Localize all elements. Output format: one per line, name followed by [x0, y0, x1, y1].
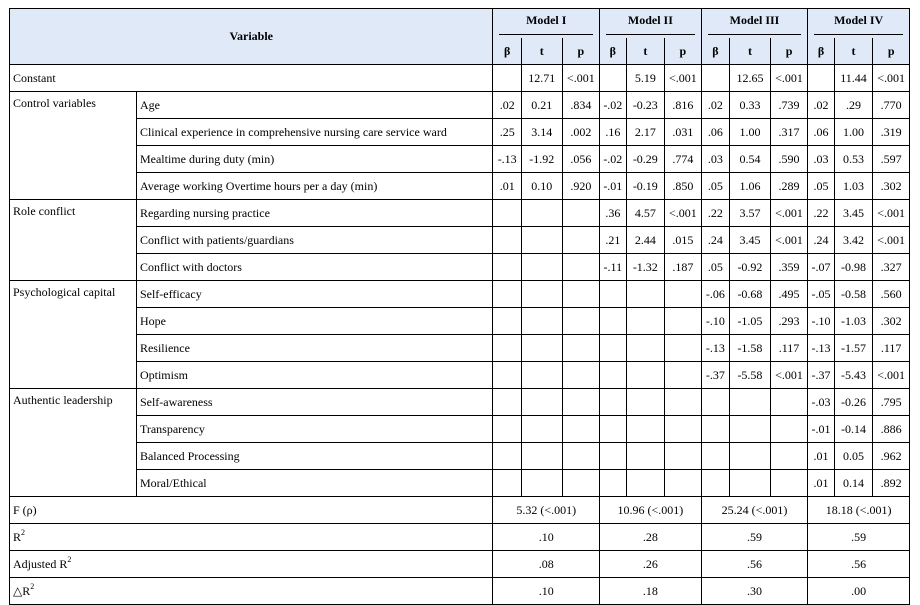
value-cell — [562, 254, 600, 281]
value-cell: -0.29 — [626, 146, 665, 173]
value-cell: -.01 — [808, 416, 834, 443]
value-cell: -0.14 — [834, 416, 873, 443]
model-header: Model I — [493, 9, 600, 39]
value-cell: .05 — [701, 173, 729, 200]
value-cell — [626, 416, 665, 443]
superscript: 2 — [30, 581, 35, 591]
summary-value: .08 — [493, 551, 600, 578]
value-cell: .25 — [493, 119, 521, 146]
variable-label: Age — [136, 92, 493, 119]
value-cell: .015 — [665, 227, 702, 254]
value-cell: 2.17 — [626, 119, 665, 146]
value-cell: 5.19 — [626, 65, 665, 92]
stat-header: β — [701, 38, 729, 65]
value-cell: 3.45 — [730, 227, 771, 254]
value-cell — [626, 470, 665, 497]
value-cell: -.02 — [600, 146, 626, 173]
value-cell: .03 — [808, 146, 834, 173]
value-cell: <.001 — [770, 362, 808, 389]
value-cell — [521, 335, 562, 362]
value-cell — [665, 281, 702, 308]
value-cell: .02 — [701, 92, 729, 119]
variable-label: Moral/Ethical — [136, 470, 493, 497]
value-cell — [562, 362, 600, 389]
value-cell: .22 — [701, 200, 729, 227]
value-cell: 3.45 — [834, 200, 873, 227]
value-cell: <.001 — [562, 65, 600, 92]
value-cell: .795 — [873, 389, 910, 416]
value-cell: 0.53 — [834, 146, 873, 173]
value-cell — [626, 443, 665, 470]
value-cell: <.001 — [770, 200, 808, 227]
value-cell: 0.10 — [521, 173, 562, 200]
value-cell — [493, 443, 521, 470]
value-cell — [493, 227, 521, 254]
stat-header: t — [834, 38, 873, 65]
value-cell: 0.05 — [834, 443, 873, 470]
table-row — [10, 335, 910, 362]
value-cell: 0.14 — [834, 470, 873, 497]
value-cell: -1.57 — [834, 335, 873, 362]
value-cell: -.03 — [808, 389, 834, 416]
table-row — [10, 362, 910, 389]
value-cell — [701, 389, 729, 416]
value-cell: <.001 — [873, 200, 910, 227]
value-cell: .29 — [834, 92, 873, 119]
value-cell: -1.58 — [730, 335, 771, 362]
value-cell: 3.57 — [730, 200, 771, 227]
value-cell — [521, 470, 562, 497]
value-cell: 1.06 — [730, 173, 771, 200]
variable-label: Regarding nursing practice — [136, 200, 493, 227]
value-cell: 0.21 — [521, 92, 562, 119]
table-row — [10, 254, 910, 281]
model-header: Model III — [701, 9, 808, 39]
summary-value: .10 — [493, 578, 600, 605]
value-cell: 1.03 — [834, 173, 873, 200]
value-cell: -0.92 — [730, 254, 771, 281]
value-cell: 3.42 — [834, 227, 873, 254]
value-cell: .117 — [770, 335, 808, 362]
value-cell: .06 — [701, 119, 729, 146]
value-cell — [562, 416, 600, 443]
value-cell: <.001 — [770, 65, 808, 92]
value-cell: .560 — [873, 281, 910, 308]
table-row — [10, 173, 910, 200]
value-cell — [493, 335, 521, 362]
value-cell: .590 — [770, 146, 808, 173]
value-cell: .319 — [873, 119, 910, 146]
value-cell — [665, 362, 702, 389]
value-cell: 3.14 — [521, 119, 562, 146]
value-cell: .01 — [808, 470, 834, 497]
model-header: Model IV — [808, 9, 910, 39]
variable-label: Conflict with patients/guardians — [136, 227, 493, 254]
value-cell: -5.58 — [730, 362, 771, 389]
value-cell: .24 — [808, 227, 834, 254]
summary-value: 18.18 (<.001) — [808, 497, 910, 524]
value-cell — [521, 416, 562, 443]
value-cell: .886 — [873, 416, 910, 443]
value-cell: .774 — [665, 146, 702, 173]
value-cell: .962 — [873, 443, 910, 470]
value-cell: -.02 — [600, 92, 626, 119]
variable-label: Clinical experience in comprehensive nursing care service ward — [136, 119, 493, 146]
value-cell: -0.19 — [626, 173, 665, 200]
value-cell — [665, 335, 702, 362]
value-cell: -.10 — [808, 308, 834, 335]
value-cell: .21 — [600, 227, 626, 254]
value-cell — [600, 281, 626, 308]
value-cell — [493, 308, 521, 335]
value-cell — [600, 308, 626, 335]
summary-label-text: F (ρ) — [13, 502, 37, 517]
value-cell: 4.57 — [626, 200, 665, 227]
value-cell — [600, 470, 626, 497]
value-cell: <.001 — [873, 227, 910, 254]
value-cell — [521, 200, 562, 227]
value-cell: .302 — [873, 308, 910, 335]
stat-header: t — [521, 38, 562, 65]
value-cell: .302 — [873, 173, 910, 200]
value-cell — [665, 416, 702, 443]
model-header: Model II — [600, 9, 702, 39]
value-cell: .02 — [493, 92, 521, 119]
value-cell — [493, 416, 521, 443]
value-cell — [770, 443, 808, 470]
stat-header: p — [665, 38, 702, 65]
value-cell — [493, 362, 521, 389]
summary-value: 25.24 (<.001) — [701, 497, 808, 524]
value-cell — [521, 227, 562, 254]
table-row — [10, 119, 910, 146]
value-cell — [493, 470, 521, 497]
variable-label: Transparency — [136, 416, 493, 443]
variable-label: Average working Overtime hours per a day (min) — [136, 173, 493, 200]
value-cell: 1.00 — [730, 119, 771, 146]
value-cell: .495 — [770, 281, 808, 308]
summary-value: .10 — [493, 524, 600, 551]
value-cell: .293 — [770, 308, 808, 335]
value-cell: -0.26 — [834, 389, 873, 416]
value-cell — [600, 416, 626, 443]
value-cell: .05 — [808, 173, 834, 200]
summary-row — [10, 578, 910, 605]
value-cell: .317 — [770, 119, 808, 146]
summary-value: .59 — [701, 524, 808, 551]
value-cell — [562, 389, 600, 416]
value-cell — [493, 65, 521, 92]
variable-label: Conflict with doctors — [136, 254, 493, 281]
value-cell — [600, 362, 626, 389]
value-cell: <.001 — [873, 65, 910, 92]
value-cell — [770, 470, 808, 497]
value-cell: .03 — [701, 146, 729, 173]
summary-row — [10, 551, 910, 578]
table-row — [10, 146, 910, 173]
table-row — [10, 443, 910, 470]
value-cell: .850 — [665, 173, 702, 200]
value-cell: -.01 — [600, 173, 626, 200]
value-cell — [600, 389, 626, 416]
summary-value: 5.32 (<.001) — [493, 497, 600, 524]
value-cell: .01 — [808, 443, 834, 470]
regression-table — [9, 8, 910, 605]
value-cell — [562, 281, 600, 308]
value-cell — [562, 227, 600, 254]
value-cell: .892 — [873, 470, 910, 497]
value-cell: .187 — [665, 254, 702, 281]
value-cell: -1.05 — [730, 308, 771, 335]
value-cell: -.10 — [701, 308, 729, 335]
value-cell: -1.32 — [626, 254, 665, 281]
value-cell: -.07 — [808, 254, 834, 281]
value-cell: 12.71 — [521, 65, 562, 92]
value-cell: .24 — [701, 227, 729, 254]
value-cell — [665, 308, 702, 335]
summary-value: .00 — [808, 578, 910, 605]
value-cell: 11.44 — [834, 65, 873, 92]
value-cell: .031 — [665, 119, 702, 146]
stat-header: t — [730, 38, 771, 65]
summary-value: .56 — [701, 551, 808, 578]
summary-label — [10, 497, 493, 524]
value-cell: 1.00 — [834, 119, 873, 146]
summary-value: 10.96 (<.001) — [600, 497, 702, 524]
summary-value: .18 — [600, 578, 702, 605]
group-label: Authentic leadership — [10, 389, 137, 497]
value-cell — [493, 389, 521, 416]
table-row — [10, 281, 910, 308]
value-cell — [730, 389, 771, 416]
value-cell — [626, 389, 665, 416]
table-row — [10, 389, 910, 416]
stat-header: p — [873, 38, 910, 65]
value-cell: .359 — [770, 254, 808, 281]
value-cell — [701, 470, 729, 497]
value-cell — [665, 470, 702, 497]
value-cell: .05 — [701, 254, 729, 281]
value-cell: .056 — [562, 146, 600, 173]
value-cell: .01 — [493, 173, 521, 200]
value-cell — [562, 470, 600, 497]
value-cell — [626, 308, 665, 335]
value-cell — [562, 200, 600, 227]
variable-label: Mealtime during duty (min) — [136, 146, 493, 173]
table-row — [10, 200, 910, 227]
value-cell: -.13 — [493, 146, 521, 173]
value-cell — [521, 362, 562, 389]
value-cell: .02 — [808, 92, 834, 119]
value-cell: -.06 — [701, 281, 729, 308]
value-cell: .920 — [562, 173, 600, 200]
group-label: Control variables — [10, 92, 137, 200]
stat-header: p — [562, 38, 600, 65]
variable-label: Self-efficacy — [136, 281, 493, 308]
summary-label-text: Adjusted R — [13, 556, 68, 571]
table-row — [10, 470, 910, 497]
value-cell: -.05 — [808, 281, 834, 308]
variable-header: Variable — [10, 9, 493, 65]
value-cell: -0.23 — [626, 92, 665, 119]
value-cell — [521, 281, 562, 308]
value-cell — [600, 335, 626, 362]
value-cell: .16 — [600, 119, 626, 146]
value-cell — [730, 416, 771, 443]
value-cell — [730, 470, 771, 497]
value-cell — [665, 443, 702, 470]
stat-header: t — [626, 38, 665, 65]
value-cell — [701, 65, 729, 92]
value-cell — [493, 200, 521, 227]
value-cell: .06 — [808, 119, 834, 146]
summary-label — [10, 524, 493, 551]
stat-header: β — [493, 38, 521, 65]
value-cell: .770 — [873, 92, 910, 119]
value-cell — [770, 416, 808, 443]
variable-label: Self-awareness — [136, 389, 493, 416]
value-cell — [626, 335, 665, 362]
value-cell — [493, 254, 521, 281]
value-cell: 2.44 — [626, 227, 665, 254]
value-cell: <.001 — [665, 65, 702, 92]
value-cell: .002 — [562, 119, 600, 146]
value-cell — [562, 335, 600, 362]
summary-value: .56 — [808, 551, 910, 578]
summary-value: .26 — [600, 551, 702, 578]
value-cell: -.37 — [701, 362, 729, 389]
value-cell: -.11 — [600, 254, 626, 281]
value-cell: .117 — [873, 335, 910, 362]
value-cell: -1.03 — [834, 308, 873, 335]
summary-label-text: △R — [13, 583, 31, 598]
value-cell — [730, 443, 771, 470]
variable-label: Hope — [136, 308, 493, 335]
variable-label: Resilience — [136, 335, 493, 362]
stat-header: p — [770, 38, 808, 65]
table-row — [10, 308, 910, 335]
summary-label — [10, 551, 493, 578]
value-cell — [770, 389, 808, 416]
value-cell — [626, 281, 665, 308]
value-cell — [701, 443, 729, 470]
value-cell: -5.43 — [834, 362, 873, 389]
value-cell — [493, 281, 521, 308]
summary-value: .59 — [808, 524, 910, 551]
value-cell: <.001 — [770, 227, 808, 254]
value-cell: 12.65 — [730, 65, 771, 92]
summary-value: .30 — [701, 578, 808, 605]
value-cell — [626, 362, 665, 389]
superscript: 2 — [21, 527, 26, 537]
value-cell: -1.92 — [521, 146, 562, 173]
value-cell — [521, 389, 562, 416]
value-cell: -.37 — [808, 362, 834, 389]
value-cell — [521, 443, 562, 470]
value-cell: .22 — [808, 200, 834, 227]
value-cell: .597 — [873, 146, 910, 173]
table-row — [10, 416, 910, 443]
value-cell: .739 — [770, 92, 808, 119]
value-cell — [808, 65, 834, 92]
row-label: Constant — [10, 65, 493, 92]
value-cell: .36 — [600, 200, 626, 227]
variable-label: Balanced Processing — [136, 443, 493, 470]
summary-value: .28 — [600, 524, 702, 551]
value-cell: .816 — [665, 92, 702, 119]
table-row — [10, 65, 910, 92]
stat-header: β — [808, 38, 834, 65]
value-cell: -0.58 — [834, 281, 873, 308]
value-cell — [600, 443, 626, 470]
value-cell: <.001 — [873, 362, 910, 389]
value-cell — [701, 416, 729, 443]
value-cell: <.001 — [665, 200, 702, 227]
group-label: Role conflict — [10, 200, 137, 281]
value-cell — [600, 65, 626, 92]
summary-label-text: R — [13, 529, 22, 544]
value-cell: -0.98 — [834, 254, 873, 281]
summary-row — [10, 497, 910, 524]
summary-label — [10, 578, 493, 605]
summary-row — [10, 524, 910, 551]
value-cell: .289 — [770, 173, 808, 200]
table-row — [10, 227, 910, 254]
value-cell: .327 — [873, 254, 910, 281]
value-cell: .834 — [562, 92, 600, 119]
variable-label: Optimism — [136, 362, 493, 389]
value-cell: 0.54 — [730, 146, 771, 173]
value-cell — [562, 443, 600, 470]
value-cell: -.13 — [701, 335, 729, 362]
value-cell — [562, 308, 600, 335]
value-cell: -0.68 — [730, 281, 771, 308]
value-cell — [521, 254, 562, 281]
table-row — [10, 92, 910, 119]
stat-header: β — [600, 38, 626, 65]
value-cell: -.13 — [808, 335, 834, 362]
value-cell — [521, 308, 562, 335]
superscript: 2 — [67, 554, 72, 564]
value-cell: 0.33 — [730, 92, 771, 119]
value-cell — [665, 389, 702, 416]
group-label: Psychological capital — [10, 281, 137, 389]
